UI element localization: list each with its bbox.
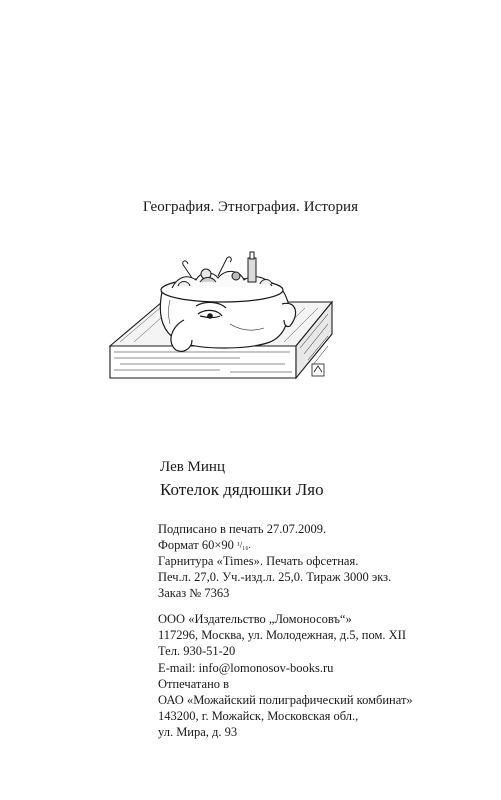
- publisher-phone: Тел. 930-51-20: [158, 644, 236, 659]
- head-pot-illustration: [100, 250, 340, 410]
- imprint-format-fraction: ¹/₁₆.: [237, 540, 251, 550]
- publisher-email: E-mail: info@lomonosov-books.ru: [158, 660, 334, 675]
- book-title: Котелок дядюшки Ляо: [160, 480, 324, 499]
- printer-street: ул. Мира, д. 93: [158, 725, 238, 740]
- publisher-name: ООО «Издательство „Ломоносовъ“»: [158, 612, 352, 626]
- imprint-sheets: Печ.л. 27,0. Уч.-изд.л. 25,0. Тираж 3000 экз.: [158, 570, 392, 584]
- imprint-block: [158, 521, 391, 601]
- imprint-signed: Подписано в печать 27.07.2009.: [158, 522, 327, 536]
- imprint-format-main: Формат 60×90: [158, 538, 234, 552]
- series-title: География. Этнография. История: [142, 199, 359, 215]
- publisher-address: 117296, Москва, ул. Молодежная, д.5, пом. XII: [158, 628, 406, 643]
- imprint-typeface: Гарнитура «Times». Печать офсетная.: [158, 554, 359, 568]
- author-name: Лев Минц: [160, 459, 225, 475]
- publisher-block: [158, 611, 413, 741]
- printed-label: Отпечатано в: [158, 676, 230, 691]
- printer-address: 143200, г. Можайск, Московская обл.,: [158, 709, 359, 724]
- printer-name: ОАО «Можайский полиграфический комбинат»: [158, 693, 413, 708]
- imprint-order: Заказ № 7363: [158, 586, 230, 600]
- imprint-format: [158, 537, 391, 553]
